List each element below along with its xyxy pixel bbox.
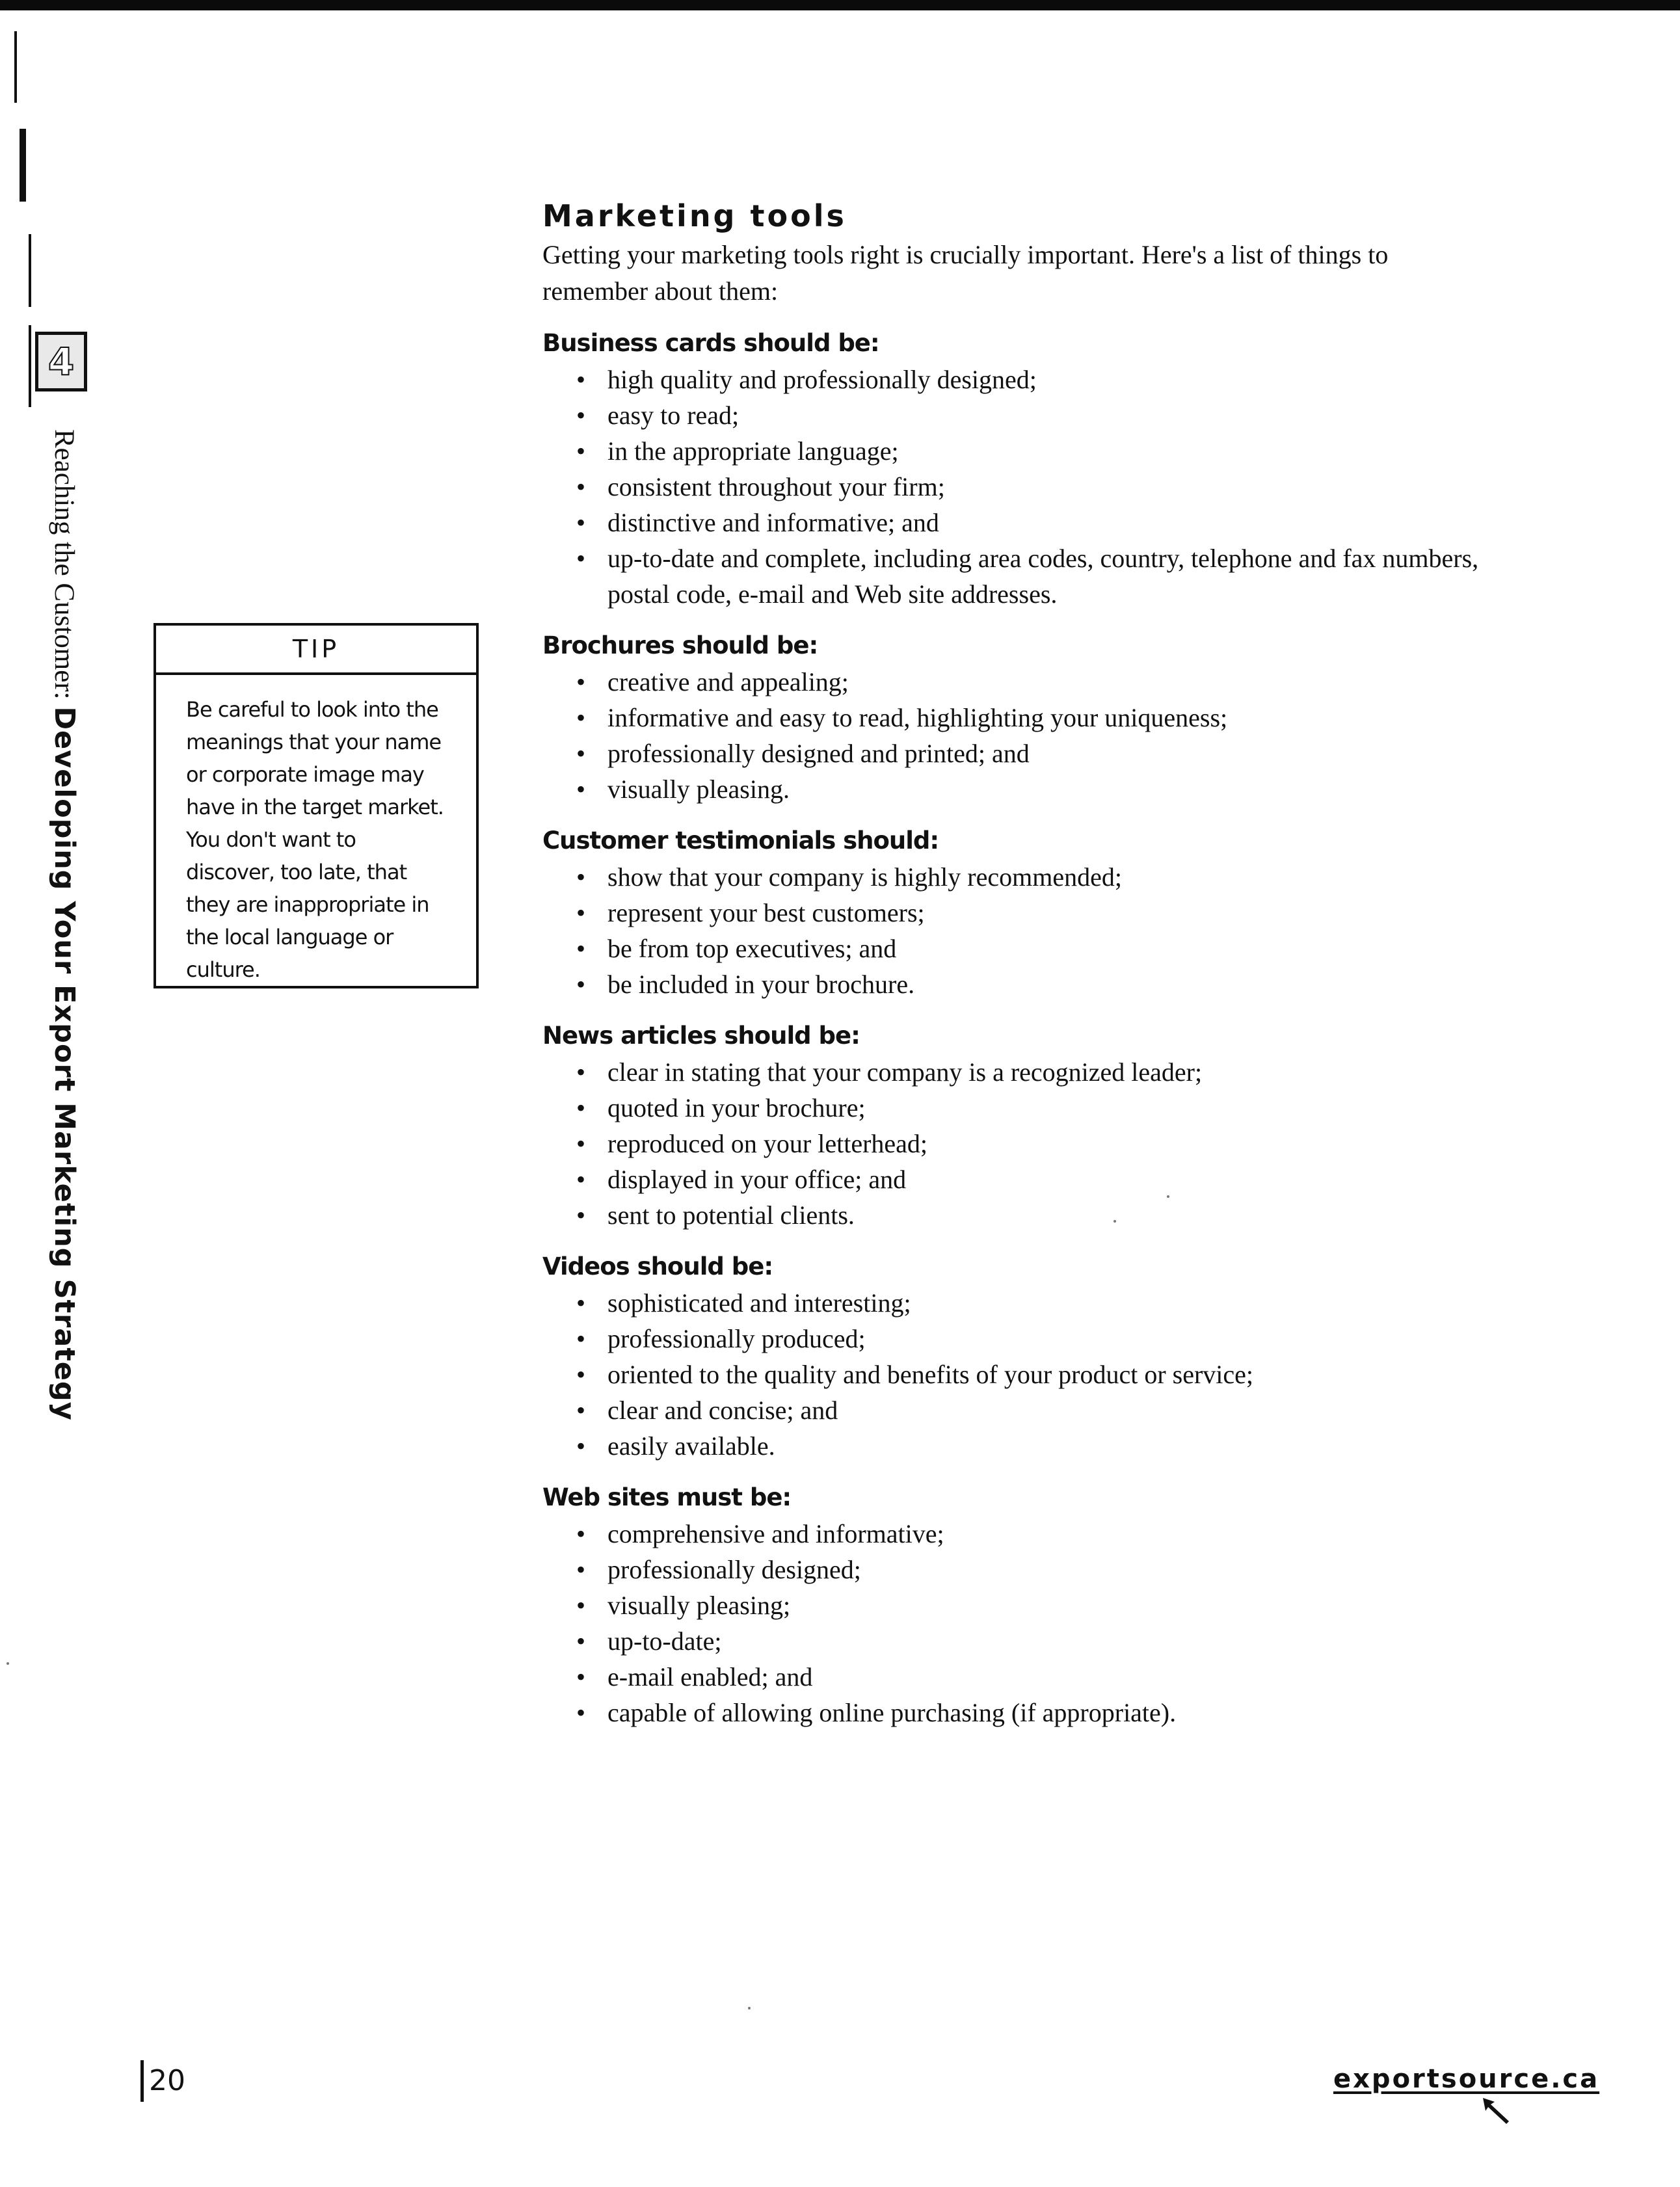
section [542, 1479, 1486, 1730]
list-item [542, 397, 1486, 433]
list-item [542, 1587, 1486, 1623]
list-item [542, 362, 1486, 397]
section-title: Videos should be: [542, 1253, 773, 1280]
bullet-icon: • [576, 1093, 586, 1122]
bullet-icon: • [576, 365, 586, 394]
bullet-icon: • [576, 1324, 586, 1353]
bullet-icon: • [576, 775, 586, 804]
list-item-text: sent to potential clients. [607, 1200, 855, 1230]
list-item-text: visually pleasing. [607, 775, 790, 804]
section [542, 628, 1486, 807]
bullet-icon: • [576, 472, 586, 501]
bullet-icon: • [576, 703, 586, 732]
footer-website-link[interactable]: exportsource.ca [1333, 2064, 1600, 2094]
section [542, 1249, 1486, 1464]
list-item-text: be included in your brochure. [607, 970, 915, 999]
list-item [542, 1552, 1486, 1587]
bullet-icon: • [576, 667, 586, 696]
mouse-cursor-icon [1480, 2095, 1519, 2128]
list-item-text: in the appropriate language; [607, 436, 899, 466]
list-item-text: distinctive and informative; and [607, 508, 939, 537]
list-item-text: professionally designed and printed; and [607, 739, 1030, 768]
margin-rule-top [14, 31, 17, 103]
list-item-text: easily available. [607, 1431, 775, 1461]
bullet-icon: • [576, 401, 586, 430]
bullet-icon: • [576, 1662, 586, 1691]
bullet-icon: • [576, 1519, 586, 1548]
list-item-text: show that your company is highly recommended; [607, 862, 1122, 892]
side-title-part-plain: Reaching the Customer: [49, 429, 79, 707]
list-item [542, 1090, 1486, 1126]
page-heading: Marketing tools [542, 198, 847, 233]
list-item [542, 859, 1486, 895]
bullet-icon: • [576, 898, 586, 927]
list-item-text: creative and appealing; [607, 667, 849, 696]
bullet-icon: • [576, 1360, 586, 1389]
bullet-list [542, 1516, 1486, 1730]
bullet-icon: • [576, 1555, 586, 1584]
list-item-text: consistent throughout your firm; [607, 472, 945, 501]
margin-rule-mark [20, 129, 26, 202]
bullet-icon: • [576, 1057, 586, 1087]
chapter-number-badge: 4 [35, 332, 87, 391]
list-item [542, 664, 1486, 700]
list-item [542, 700, 1486, 736]
bullet-icon: • [576, 1698, 586, 1727]
bullet-list [542, 664, 1486, 807]
side-title-part-bold: Developing Your Export Marketing Strategy [48, 706, 81, 1421]
list-item-text: displayed in your office; and [607, 1165, 907, 1194]
list-item-text: professionally designed; [607, 1555, 861, 1584]
bullet-icon: • [576, 1626, 586, 1656]
list-item-text: comprehensive and informative; [607, 1519, 944, 1548]
list-item-text: e-mail enabled; and [607, 1662, 813, 1691]
list-item [542, 895, 1486, 931]
section [542, 823, 1486, 1002]
scan-speck [7, 1662, 9, 1665]
list-item [542, 1516, 1486, 1552]
list-item-text: up-to-date and complete, including area codes, country, telephone and fax numbers, postal code, e-mail and Web site addresses. [607, 544, 1479, 609]
list-item-text: high quality and professionally designed; [607, 365, 1037, 394]
tip-title: TIP [156, 626, 476, 675]
list-item [542, 1285, 1486, 1321]
bullet-icon: • [576, 544, 586, 573]
bullet-list [542, 859, 1486, 1002]
section-title: Brochures should be: [542, 631, 818, 659]
list-item [542, 1659, 1486, 1695]
bullet-list [542, 1054, 1486, 1233]
section [542, 1018, 1486, 1233]
list-item [542, 1126, 1486, 1161]
list-item-text: informative and easy to read, highlighting your uniqueness; [607, 703, 1228, 732]
list-item [542, 736, 1486, 771]
section-title: Web sites must be: [542, 1483, 792, 1511]
list-item [542, 931, 1486, 966]
list-item [542, 433, 1486, 469]
main-content [542, 195, 1486, 1730]
page-number: 20 [140, 2060, 185, 2102]
bullet-list [542, 362, 1486, 612]
list-item [542, 1197, 1486, 1233]
list-item [542, 540, 1486, 612]
list-item [542, 505, 1486, 540]
list-item-text: be from top executives; and [607, 934, 897, 963]
bullet-icon: • [576, 934, 586, 963]
bullet-icon: • [576, 1591, 586, 1620]
section-title: News articles should be: [542, 1022, 860, 1050]
margin-rule-middle [29, 234, 31, 307]
bullet-list [542, 1285, 1486, 1464]
tip-body: Be careful to look into the meanings that your name or corporate image may have in the target market. You don't want to discover, too late, that they are inappropriate in the local language or culture. [186, 697, 444, 982]
list-item-text: sophisticated and interesting; [607, 1288, 911, 1318]
tip-box [153, 623, 479, 988]
list-item-text: up-to-date; [607, 1626, 722, 1656]
section-title: Customer testimonials should: [542, 827, 939, 855]
list-item [542, 1321, 1486, 1357]
list-item [542, 469, 1486, 505]
list-item [542, 1357, 1486, 1392]
list-item-text: represent your best customers; [607, 898, 925, 927]
bullet-icon: • [576, 1396, 586, 1425]
bullet-icon: • [576, 739, 586, 768]
list-item [542, 966, 1486, 1002]
list-item-text: professionally produced; [607, 1324, 866, 1353]
chapter-side-title [48, 429, 81, 1421]
bullet-icon: • [576, 436, 586, 466]
list-item-text: reproduced on your letterhead; [607, 1129, 928, 1158]
list-item-text: quoted in your brochure; [607, 1093, 866, 1122]
bullet-icon: • [576, 970, 586, 999]
list-item-text: capable of allowing online purchasing (if appropriate). [607, 1698, 1177, 1727]
bullet-icon: • [576, 1129, 586, 1158]
bullet-icon: • [576, 1200, 586, 1230]
scan-speck [1113, 1220, 1116, 1223]
bullet-icon: • [576, 1288, 586, 1318]
bullet-icon: • [576, 1165, 586, 1194]
list-item-text: visually pleasing; [607, 1591, 791, 1620]
page-top-edge [0, 0, 1680, 10]
scan-speck [1167, 1195, 1169, 1198]
list-item-text: easy to read; [607, 401, 740, 430]
bullet-icon: • [576, 862, 586, 892]
section [542, 325, 1486, 612]
list-item-text: clear in stating that your company is a recognized leader; [607, 1057, 1203, 1087]
margin-rule-lower [29, 325, 31, 407]
section-title: Business cards should be: [542, 329, 879, 357]
list-item [542, 1054, 1486, 1090]
list-item [542, 1623, 1486, 1659]
bullet-icon: • [576, 1431, 586, 1461]
list-item-text: clear and concise; and [607, 1396, 838, 1425]
list-item [542, 1161, 1486, 1197]
list-item [542, 1695, 1486, 1730]
list-item [542, 1392, 1486, 1428]
scan-speck [748, 2007, 751, 2009]
intro-paragraph: Getting your marketing tools right is crucially important. Here's a list of things to remember about them: [542, 240, 1389, 306]
list-item [542, 771, 1486, 807]
bullet-icon: • [576, 508, 586, 537]
sections-list [542, 325, 1486, 1730]
list-item [542, 1428, 1486, 1464]
list-item-text: oriented to the quality and benefits of your product or service; [607, 1360, 1254, 1389]
